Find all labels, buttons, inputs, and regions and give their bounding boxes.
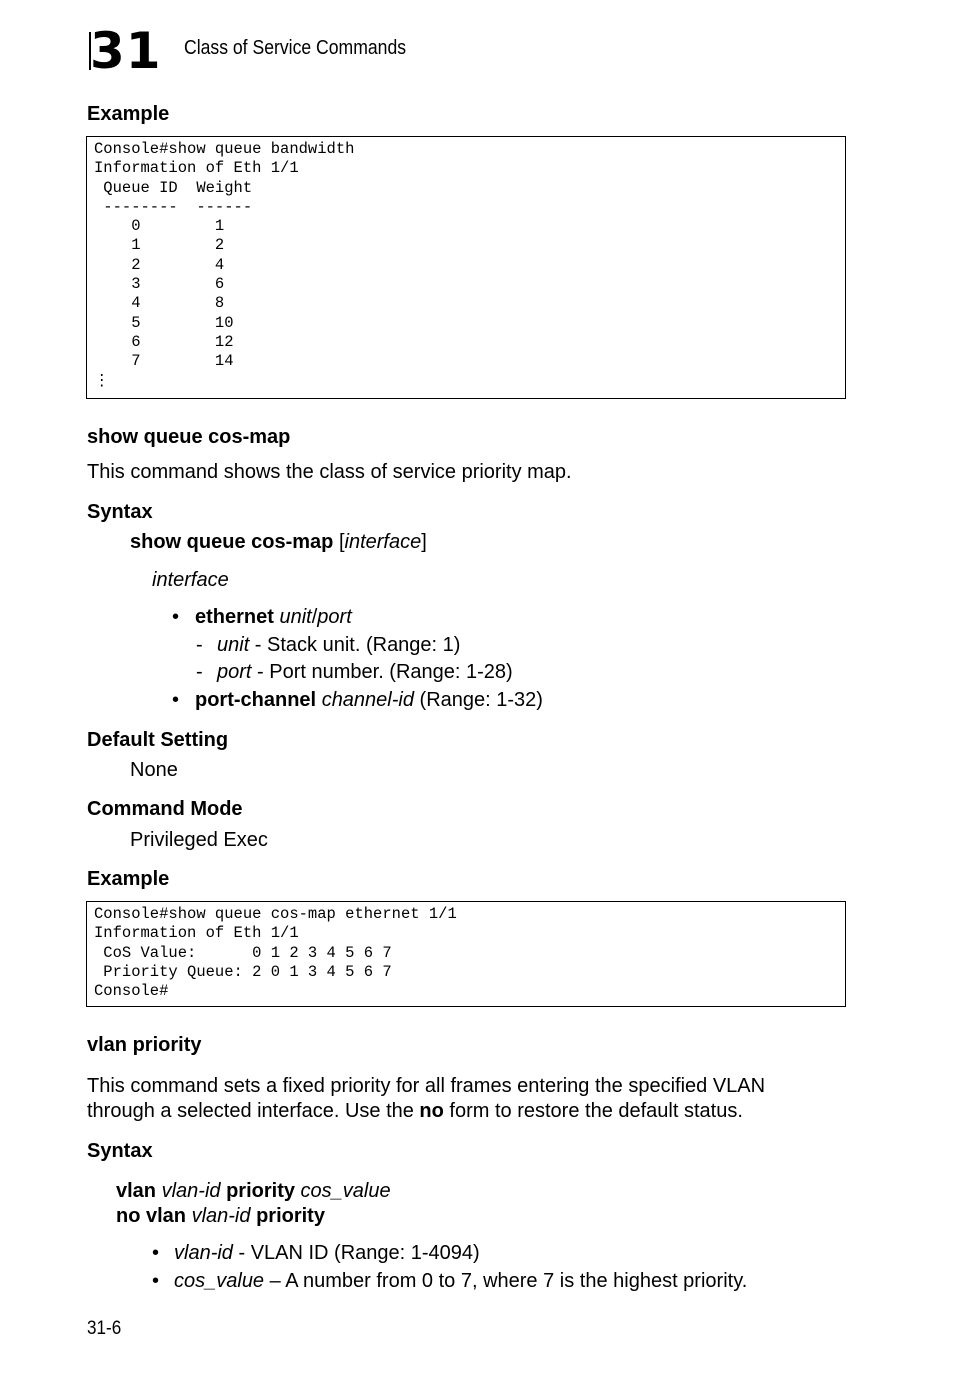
code-line: ⋮ (94, 371, 110, 390)
syntax-bracket-close: ] (421, 531, 427, 553)
code-line: 1 2 (94, 236, 225, 255)
default-setting-value: None (130, 759, 178, 781)
syntax-param: interface (344, 531, 422, 553)
syntax-line-cosmap (130, 531, 427, 554)
syntax-line-vlan-priority: vlan vlan-id priority cos_value (116, 1180, 391, 1202)
code-line: 4 8 (94, 294, 225, 313)
param-cos-value: cos_value – A number from 0 to 7, where 7 is the highest priority. (174, 1270, 748, 1292)
code-line: Priority Queue: 2 0 1 3 4 5 6 7 (94, 962, 392, 981)
command-mode-value: Privileged Exec (130, 829, 268, 851)
syntax-heading-vlan: Syntax (87, 1140, 153, 1162)
chapter-title: Class of Service Commands (184, 37, 407, 59)
description-line-2: through a selected interface. Use the no form to restore the default status. (87, 1100, 743, 1122)
command-description-cosmap: This command shows the class of service priority map. (87, 461, 572, 483)
command-mode-heading: Command Mode (87, 798, 243, 820)
param-name-interface: interface (152, 569, 229, 591)
sub-item-unit: unit - Stack unit. (Range: 1) (217, 634, 461, 656)
chapter-number: 31 (90, 22, 162, 80)
syntax-bracket-open: [ (338, 531, 345, 553)
bullet-dot: • (152, 1270, 160, 1292)
code-line: CoS Value: 0 1 2 3 4 5 6 7 (94, 943, 392, 962)
page-number: 31-6 (87, 1318, 122, 1339)
code-line: -------- ------ (94, 197, 253, 216)
code-line: Queue ID Weight (94, 178, 253, 197)
example-heading-2: Example (87, 868, 170, 890)
code-line: 2 4 (94, 255, 225, 274)
sub-dash: - (196, 634, 203, 656)
bullet-dot: • (172, 606, 180, 628)
bullet-dot: • (172, 689, 180, 711)
bullet-port-channel: port-channel channel-id (Range: 1-32) (195, 689, 543, 711)
default-setting-heading: Default Setting (87, 729, 229, 751)
code-line: 5 10 (94, 313, 234, 332)
bullet-ethernet: ethernet unit/port (195, 606, 352, 628)
code-block-cos-map (86, 901, 846, 1007)
command-title-vlan-priority: vlan priority (87, 1034, 202, 1056)
syntax-heading-cosmap: Syntax (87, 501, 153, 523)
code-line: Console#show queue bandwidth (94, 140, 355, 158)
example-heading-1: Example (87, 103, 170, 125)
code-block-queue-bandwidth (86, 136, 846, 399)
code-line: Console# (94, 982, 169, 1001)
param-vlan-id: vlan-id - VLAN ID (Range: 1-4094) (174, 1242, 480, 1264)
description-line-1: This command sets a fixed priority for all frames entering the specified VLAN (87, 1075, 766, 1097)
code-line: Console#show queue cos-map ethernet 1/1 (94, 905, 457, 923)
syntax-command: show queue cos-map (130, 531, 334, 553)
code-line: 7 14 (94, 352, 234, 371)
syntax-line-no-vlan-priority: no vlan vlan-id priority (116, 1205, 325, 1227)
code-line: 0 1 (94, 217, 225, 236)
bullet-dot: • (152, 1242, 160, 1264)
command-title-cosmap: show queue cos-map (87, 426, 291, 448)
code-line: Information of Eth 1/1 (94, 924, 299, 943)
code-line: 6 12 (94, 332, 234, 351)
code-line: Information of Eth 1/1 (94, 159, 299, 178)
code-line: 3 6 (94, 275, 225, 294)
sub-item-port: port - Port number. (Range: 1-28) (217, 661, 513, 683)
sub-dash: - (196, 661, 203, 683)
